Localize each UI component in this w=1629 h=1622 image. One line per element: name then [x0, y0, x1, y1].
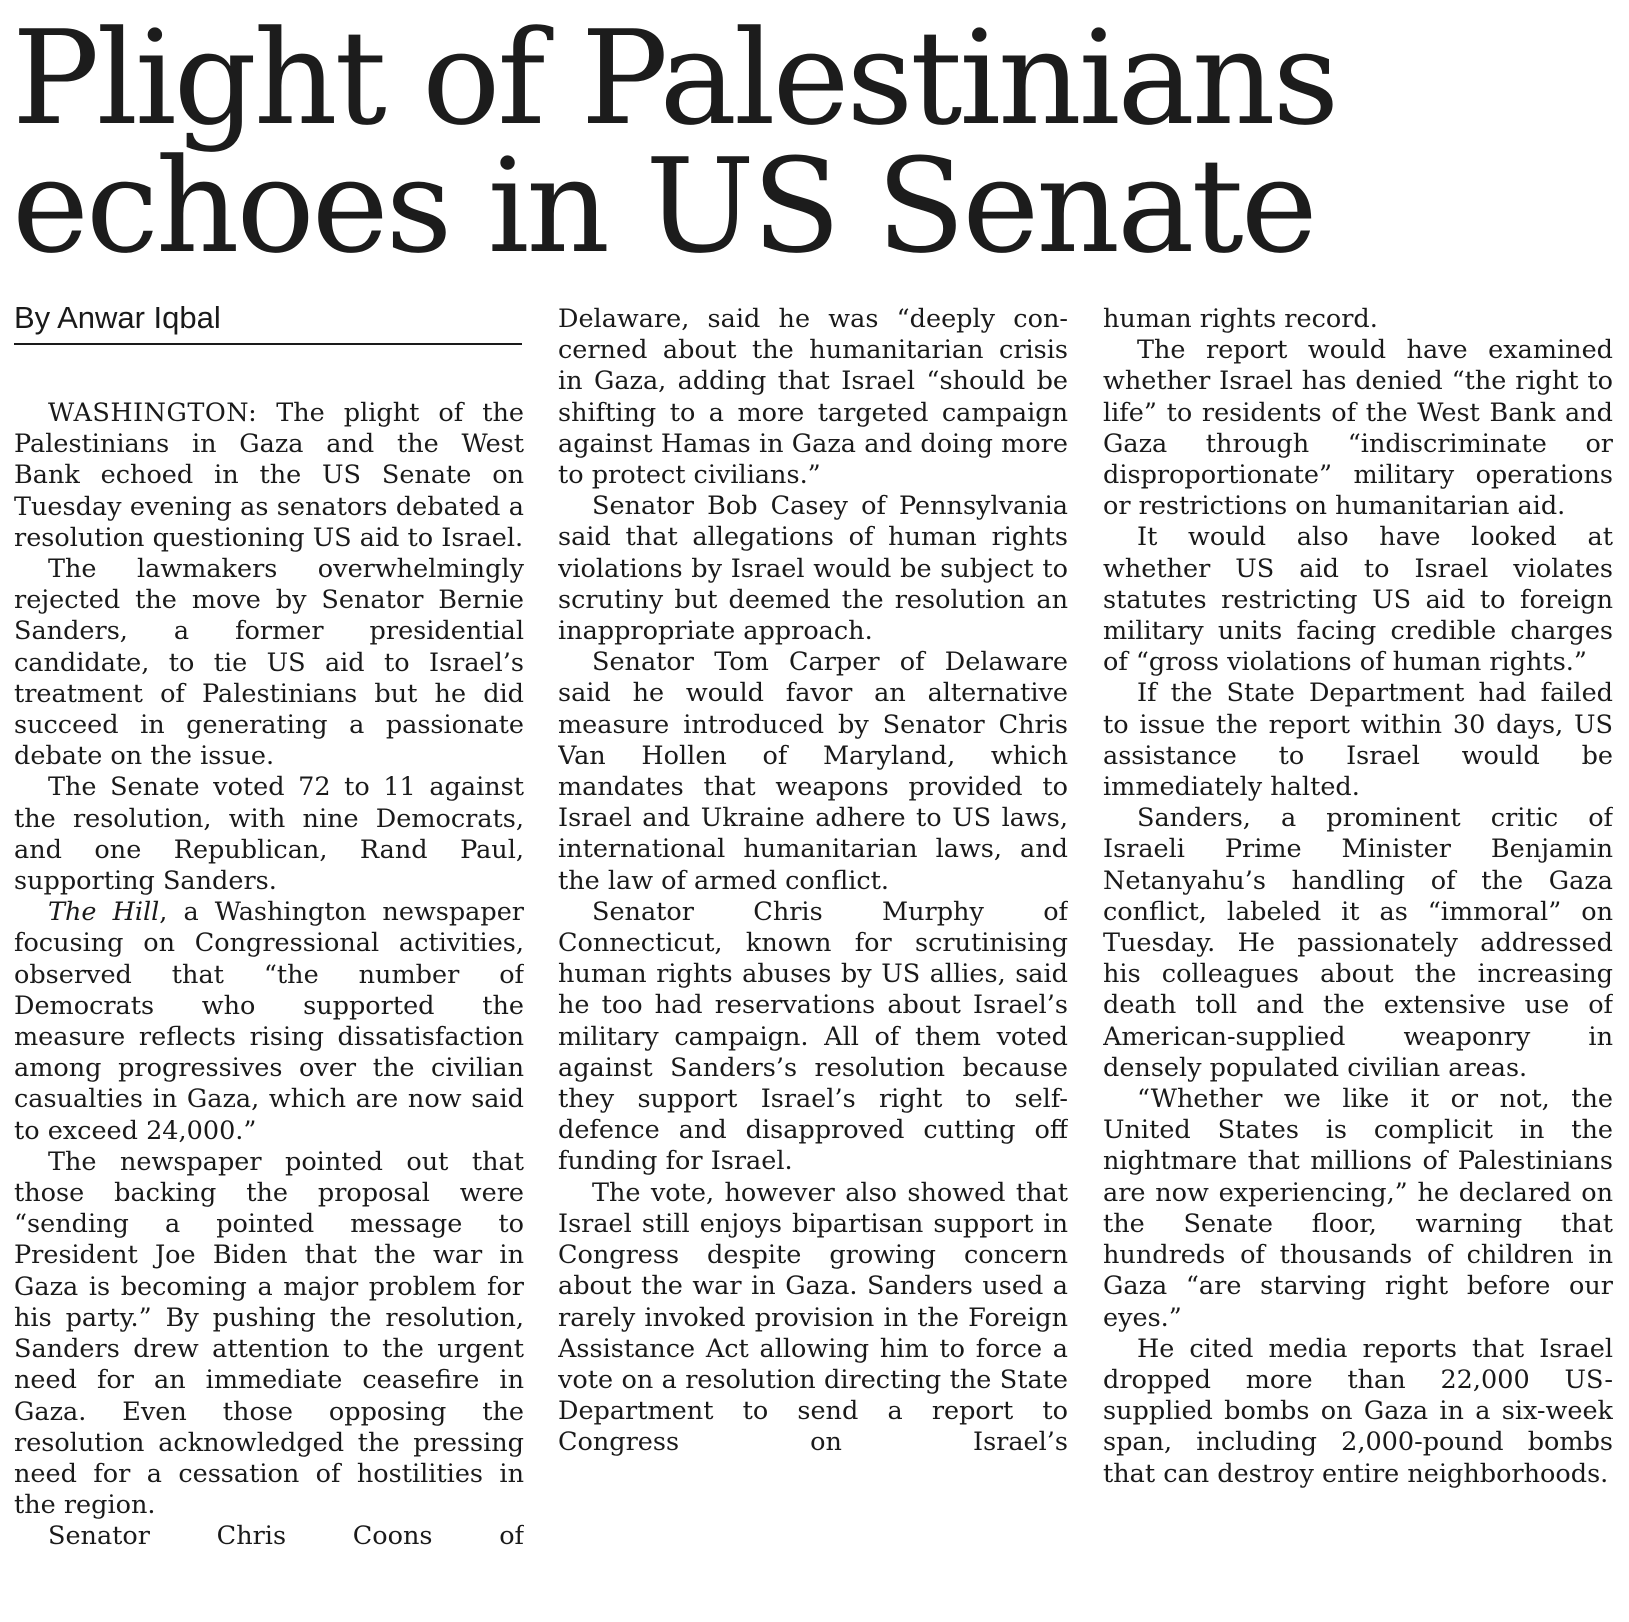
- paragraph-3: The Senate voted 72 to 11 against the resolution, with nine Democrats, and one Republican, Rand Paul, supporting Sanders.: [14, 772, 524, 897]
- headline: [12, 2, 1612, 282]
- headline-line-2: echoes in US Senate: [12, 130, 1315, 282]
- paragraph-11: The report would have examined whether Israel has denied “the right to life” to residents of the West Bank and Gaza through “indiscriminate or disproportionate” military operations or restrictions on humanitarian aid.: [1103, 335, 1613, 522]
- paragraph-5: The newspaper pointed out that those backing the proposal were “sending a pointed message to President Joe Biden that the war in Gaza is becoming a major problem for his party.” By pushing the resolution, Sanders drew attention to the urgent need for an immediate ceasefire in Gaza. Even those opposing the resolution acknowledged the pressing need for a cessation of hostilities in the region.: [14, 1146, 524, 1521]
- paragraph-9: Senator Chris Murphy of Connecticut, known for scrutinising human rights abuses by US allies, said he too had reservations about Israel’s military campaign. All of them voted against Sanders’s resolution because they support Israel’s right to self- defence and disapproved cutting off funding for Israel.: [558, 896, 1068, 1177]
- headline-line-1: Plight of Palestinians: [12, 2, 1337, 154]
- article-column-3: [1103, 304, 1613, 1610]
- paragraph-8: Senator Tom Carper of Delaware said he would favor an alternative measure introduced by Senator Chris Van Hollen of Maryland, which mandates that weapons provided to Israel and Ukraine adhere to US laws, international humanitarian laws, and the law of armed conflict.: [558, 647, 1068, 896]
- article-column-1: [14, 398, 524, 1610]
- paragraph-6-continued: Delaware, said he was “deeply concerned about the humanitarian crisis in Gaza, adding that Israel “should be shifting to a more targeted campaign against Hamas in Gaza and doing more to protect civilians.”: [558, 304, 1068, 491]
- paragraph-4: [14, 897, 524, 1147]
- paragraph-1-body: The plight of the Palestinians in Gaza and the West Bank echoed in the US Senate on Tuesday evening as senators debated a resolution questioning US aid to Israel.: [14, 398, 524, 553]
- paragraph-7: Senator Bob Casey of Pennsylvania said that allegations of human rights violations by Israel would be subject to scrutiny but deemed the resolution an inappropriate approach.: [558, 491, 1068, 647]
- paragraph-16: He cited media reports that Israel dropped more than 22,000 US-supplied bombs on Gaza in a six-week span, including 2,000-pound bombs that can destroy entire neighborhoods.: [1103, 1333, 1613, 1489]
- paragraph-4-body: , a Washington newspaper focusing on Congressional activities, observed that “the number of Democrats who supported the measure reflects rising dissatisfaction among progressives over the civilian casualties in Gaza, which are now said to exceed 24,000.”: [14, 897, 524, 1146]
- paragraph-15: “Whether we like it or not, the United States is complicit in the nightmare that millions of Palestinians are now experiencing,” he declared on the Senate floor, warning that hundreds of thousands of children in Gaza “are starving right before our eyes.”: [1103, 1084, 1613, 1333]
- paragraph-14: Sanders, a prominent critic of Israeli Prime Minister Benjamin Netanyahu’s handling of the Gaza conflict, labeled it as “immoral” on Tuesday. He passionately addressed his colleagues about the increasing death toll and the extensive use of American-supplied weaponry in densely populated civilian areas.: [1103, 803, 1613, 1083]
- byline: By Anwar Iqbal: [14, 300, 522, 345]
- paragraph-12: It would also have looked at whether US aid to Israel violates statutes restricting US aid to foreign military units facing credible charges of “gross violations of human rights.”: [1103, 522, 1613, 678]
- paragraph-10-continued: human rights record.: [1103, 304, 1378, 334]
- paragraph-13: If the State Department had failed to issue the report within 30 days, US assistance to Israel would be immediately halted.: [1103, 678, 1613, 803]
- paragraph-2: The lawmakers overwhelmingly rejected the move by Senator Bernie Sanders, a former presidential candidate, to tie US aid to Israel’s treatment of Palestinians but he did succeed in generating a passionate debate on the issue.: [14, 554, 524, 772]
- article-column-2: [558, 304, 1068, 1610]
- dateline: WASHINGTON:: [48, 398, 258, 428]
- paragraph-6-start: Senator Chris Coons of: [48, 1521, 524, 1552]
- paragraph-10-start: The vote, however also showed that Israel still enjoys bipartisan support in Congress despite growing concern about the war in Gaza. Sanders used a rarely invoked provision in the Foreign Assistance Act allowing him to force a vote on a resolution directing the State Department to send a report to Congress on Israel’s: [558, 1177, 1068, 1458]
- publication-name: The Hill: [48, 897, 160, 928]
- paragraph-1: [14, 398, 524, 554]
